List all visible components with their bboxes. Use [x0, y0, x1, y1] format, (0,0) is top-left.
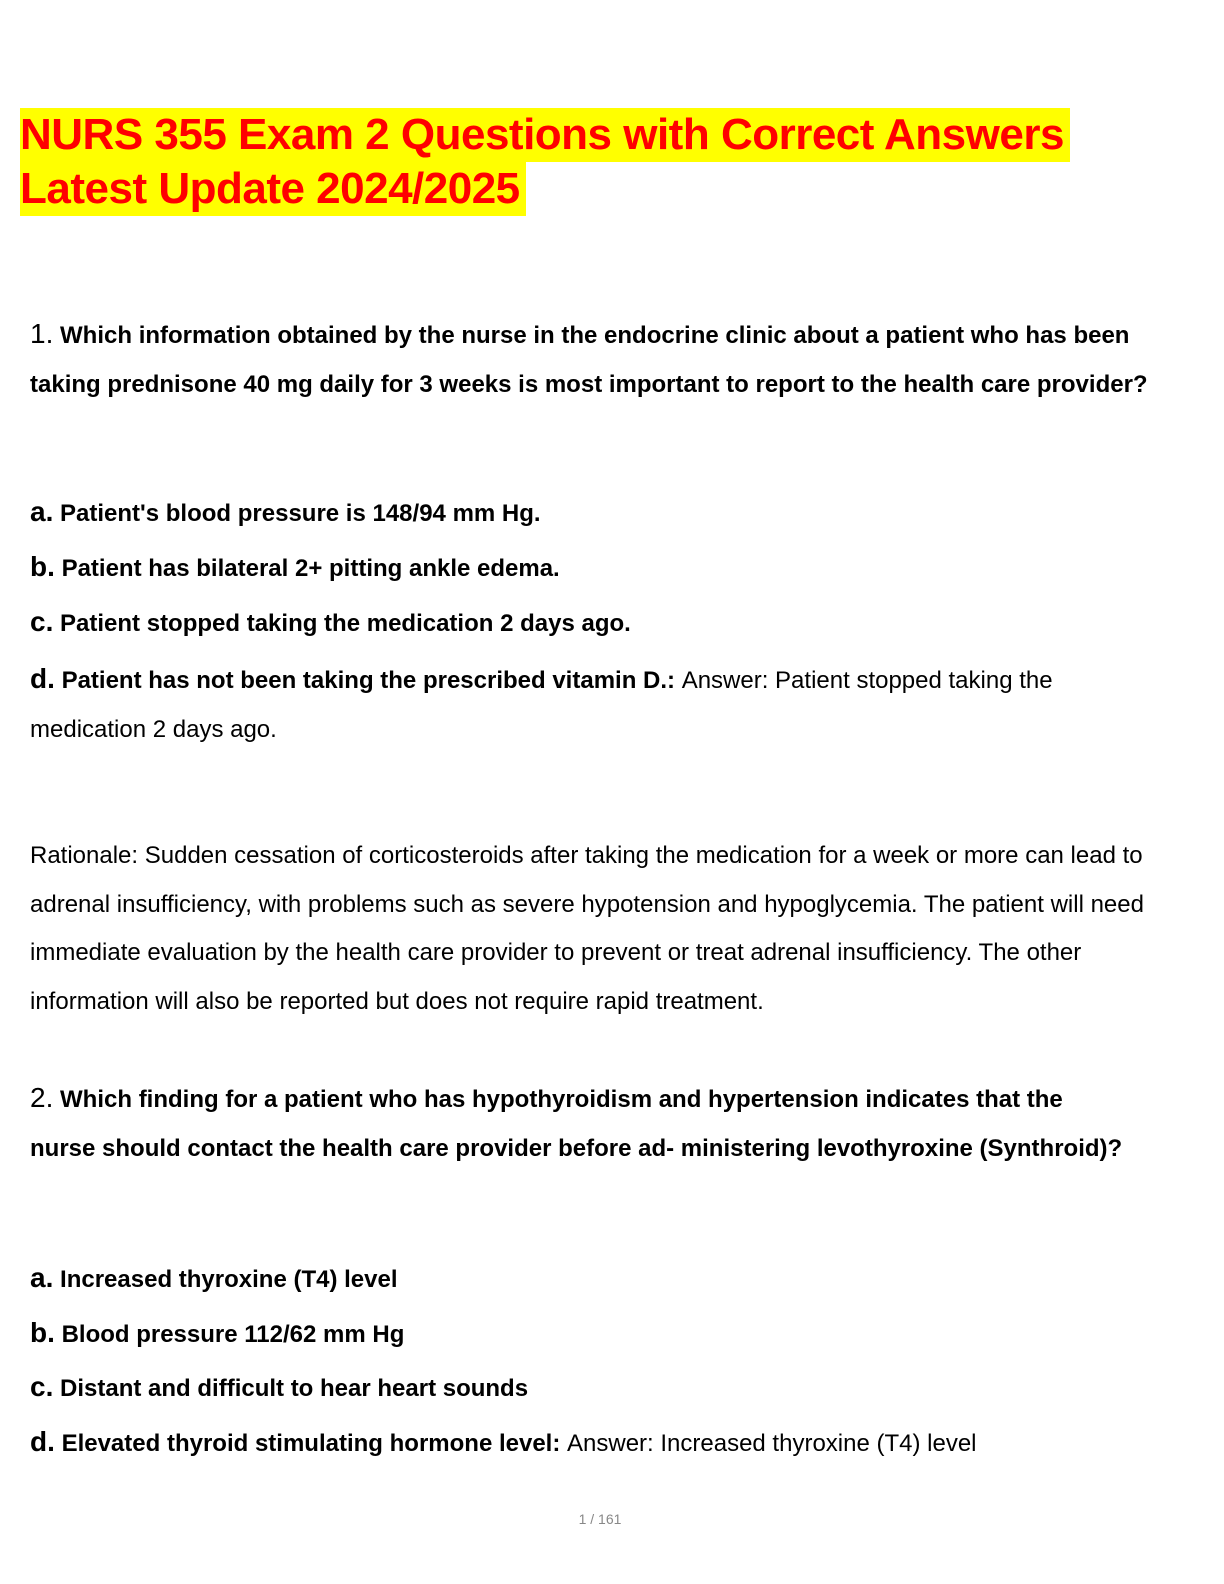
option-text: Patient has bilateral 2+ pitting ankle edema.: [61, 555, 560, 582]
option-text: Patient's blood pressure is 148/94 mm Hg.: [60, 500, 541, 527]
question-number: 2.: [30, 1082, 54, 1113]
option-d: [30, 654, 1110, 754]
question-1: [30, 310, 1180, 409]
option-letter: d.: [30, 1426, 55, 1457]
option-c: [30, 606, 631, 638]
option-a: [30, 1262, 398, 1294]
option-text: Increased thyroxine (T4) level: [60, 1266, 398, 1293]
option-text: Patient stopped taking the medication 2 days ago.: [60, 610, 631, 637]
option-letter: a.: [30, 1262, 54, 1293]
option-text: Patient has not been taking the prescribed vitamin D.:: [61, 667, 676, 694]
answer-text: Answer: Increased thyroxine (T4) level: [567, 1430, 977, 1457]
option-b: [30, 551, 560, 583]
page-number: 1 / 161: [578, 1511, 622, 1527]
title-line-2: Latest Update 2024/2025: [20, 162, 526, 216]
title-line-1: NURS 355 Exam 2 Questions with Correct Answers: [20, 108, 1070, 162]
answer-text: Answer: Patient stopped taking the medication 2 days ago.: [30, 667, 1053, 743]
option-b: [30, 1317, 404, 1349]
option-text: Elevated thyroid stimulating hormone level:: [61, 1430, 561, 1457]
document-title: [20, 108, 1070, 216]
option-letter: c.: [30, 1371, 54, 1402]
question-number: 1.: [30, 318, 54, 349]
option-letter: b.: [30, 1317, 55, 1348]
option-letter: d.: [30, 663, 55, 694]
question-text: Which finding for a patient who has hypothyroidism and hypertension indicates that the nurse should contact the health care provider before ad- ministering levothyroxine (Synthroid)?: [30, 1086, 1123, 1162]
option-letter: b.: [30, 551, 55, 582]
rationale: Rationale: Sudden cessation of corticosteroids after taking the medication for a week or more can lead to adrenal insufficiency, with problems such as severe hypotension and hypoglycemia. The patient will need immediate evaluation by the health care provider to prevent or treat adrenal insufficiency. The other information will also be reported but does not require rapid treatment.: [30, 842, 1144, 1015]
question-text: Which information obtained by the nurse in the endocrine clinic about a patient who has been taking prednisone 40 mg daily for 3 weeks is most important to report to the health care provider?: [30, 322, 1148, 398]
option-letter: a.: [30, 496, 54, 527]
option-d: [30, 1426, 977, 1458]
question-2: [30, 1074, 1130, 1173]
option-c: [30, 1371, 528, 1403]
option-text: Distant and difficult to hear heart sounds: [60, 1375, 529, 1402]
option-letter: c.: [30, 606, 54, 637]
option-a: [30, 496, 541, 528]
option-text: Blood pressure 112/62 mm Hg: [61, 1321, 405, 1348]
